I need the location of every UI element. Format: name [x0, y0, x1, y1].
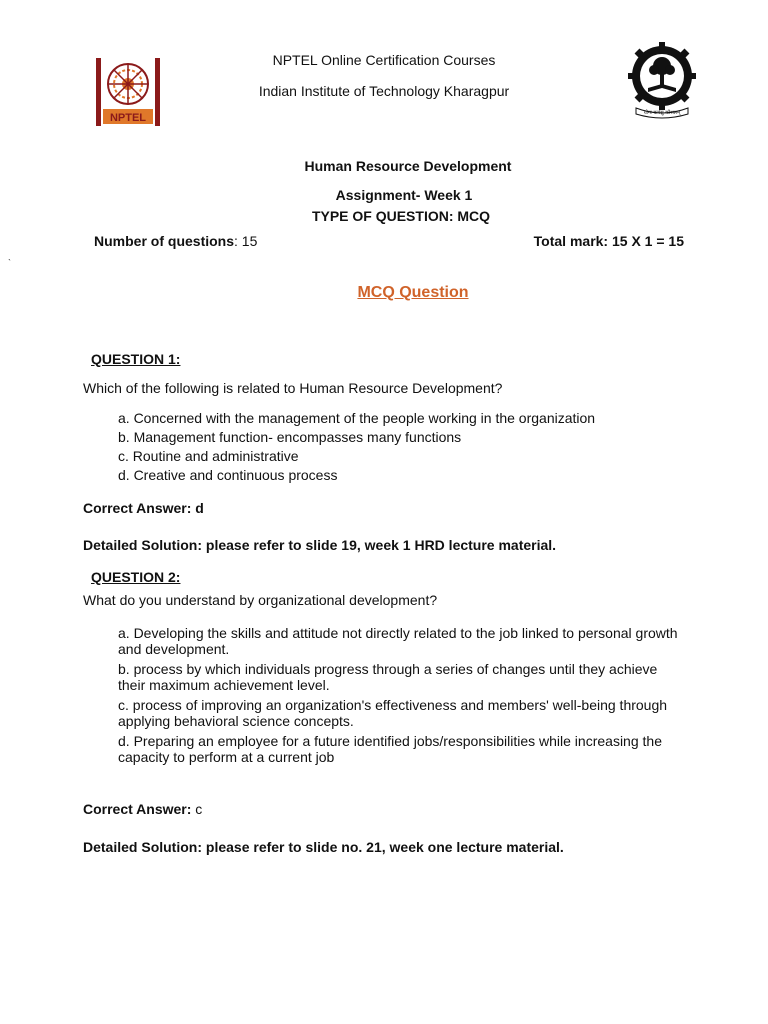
question-type: TYPE OF QUESTION: MCQ	[311, 208, 491, 224]
number-of-questions	[94, 233, 257, 249]
total-mark: Total mark: 15 X 1 = 15	[533, 233, 684, 249]
mcq-section-heading: MCQ Question	[357, 284, 469, 301]
question-1-option-a: a. Concerned with the management of the people working in the organization	[118, 410, 596, 426]
question-2-option-a: a. Developing the skills and attitude not directly related to the job linked to personal growth and development.	[118, 625, 678, 657]
nptel-logo-text: NPTEL	[109, 112, 147, 124]
question-1-solution-text: : please refer to slide 19, week 1 HRD lecture material.	[197, 537, 557, 553]
question-1-stem: Which of the following is related to Human Resource Development?	[83, 380, 503, 396]
header-program-title: NPTEL Online Certification Courses	[272, 52, 496, 68]
question-1-option-d: d. Creative and continuous process	[118, 467, 338, 483]
question-2-options	[118, 625, 688, 769]
iit-logo-motto: योगः कर्मसु कौशलम्	[643, 110, 681, 116]
question-1-option-c: c. Routine and administrative	[118, 448, 299, 464]
number-of-questions-value: : 15	[234, 233, 258, 249]
question-1-label: QUESTION 1:	[91, 351, 181, 367]
question-2-option-b: b. process by which individuals progress through a series of changes until they achieve their maximum achievement level.	[118, 661, 658, 693]
assignment-week: Assignment- Week 1	[335, 187, 473, 203]
question-2-option-c: c. process of improving an organization's effectiveness and members' well-being through applying behavioral science concepts.	[118, 697, 668, 729]
question-2-correct-answer	[83, 801, 202, 817]
course-title: Human Resource Development	[304, 158, 512, 174]
question-1-detailed-solution	[83, 537, 556, 553]
question-1-options	[118, 410, 595, 486]
question-2-answer-label: Correct Answer:	[83, 801, 192, 817]
question-2-label: QUESTION 2:	[91, 569, 181, 585]
question-1-correct-answer: Correct Answer: d	[83, 500, 204, 516]
number-of-questions-label: Number of questions	[94, 233, 235, 249]
question-2-option-d: d. Preparing an employee for a future identified jobs/responsibilities while increasing the capacity to perform at a current job	[118, 733, 662, 765]
question-1-solution-label: Detailed Solution	[83, 537, 198, 553]
question-2-stem: What do you understand by organizational development?	[83, 592, 438, 608]
stray-mark: `	[8, 258, 11, 268]
question-2-answer-value: c	[191, 801, 203, 817]
header-institute-name: Indian Institute of Technology Kharagpur	[258, 83, 510, 99]
question-2-detailed-solution: Detailed Solution: please refer to slide no. 21, week one lecture material.	[83, 839, 564, 855]
question-1-option-b: b. Management function- encompasses many functions	[118, 429, 462, 445]
